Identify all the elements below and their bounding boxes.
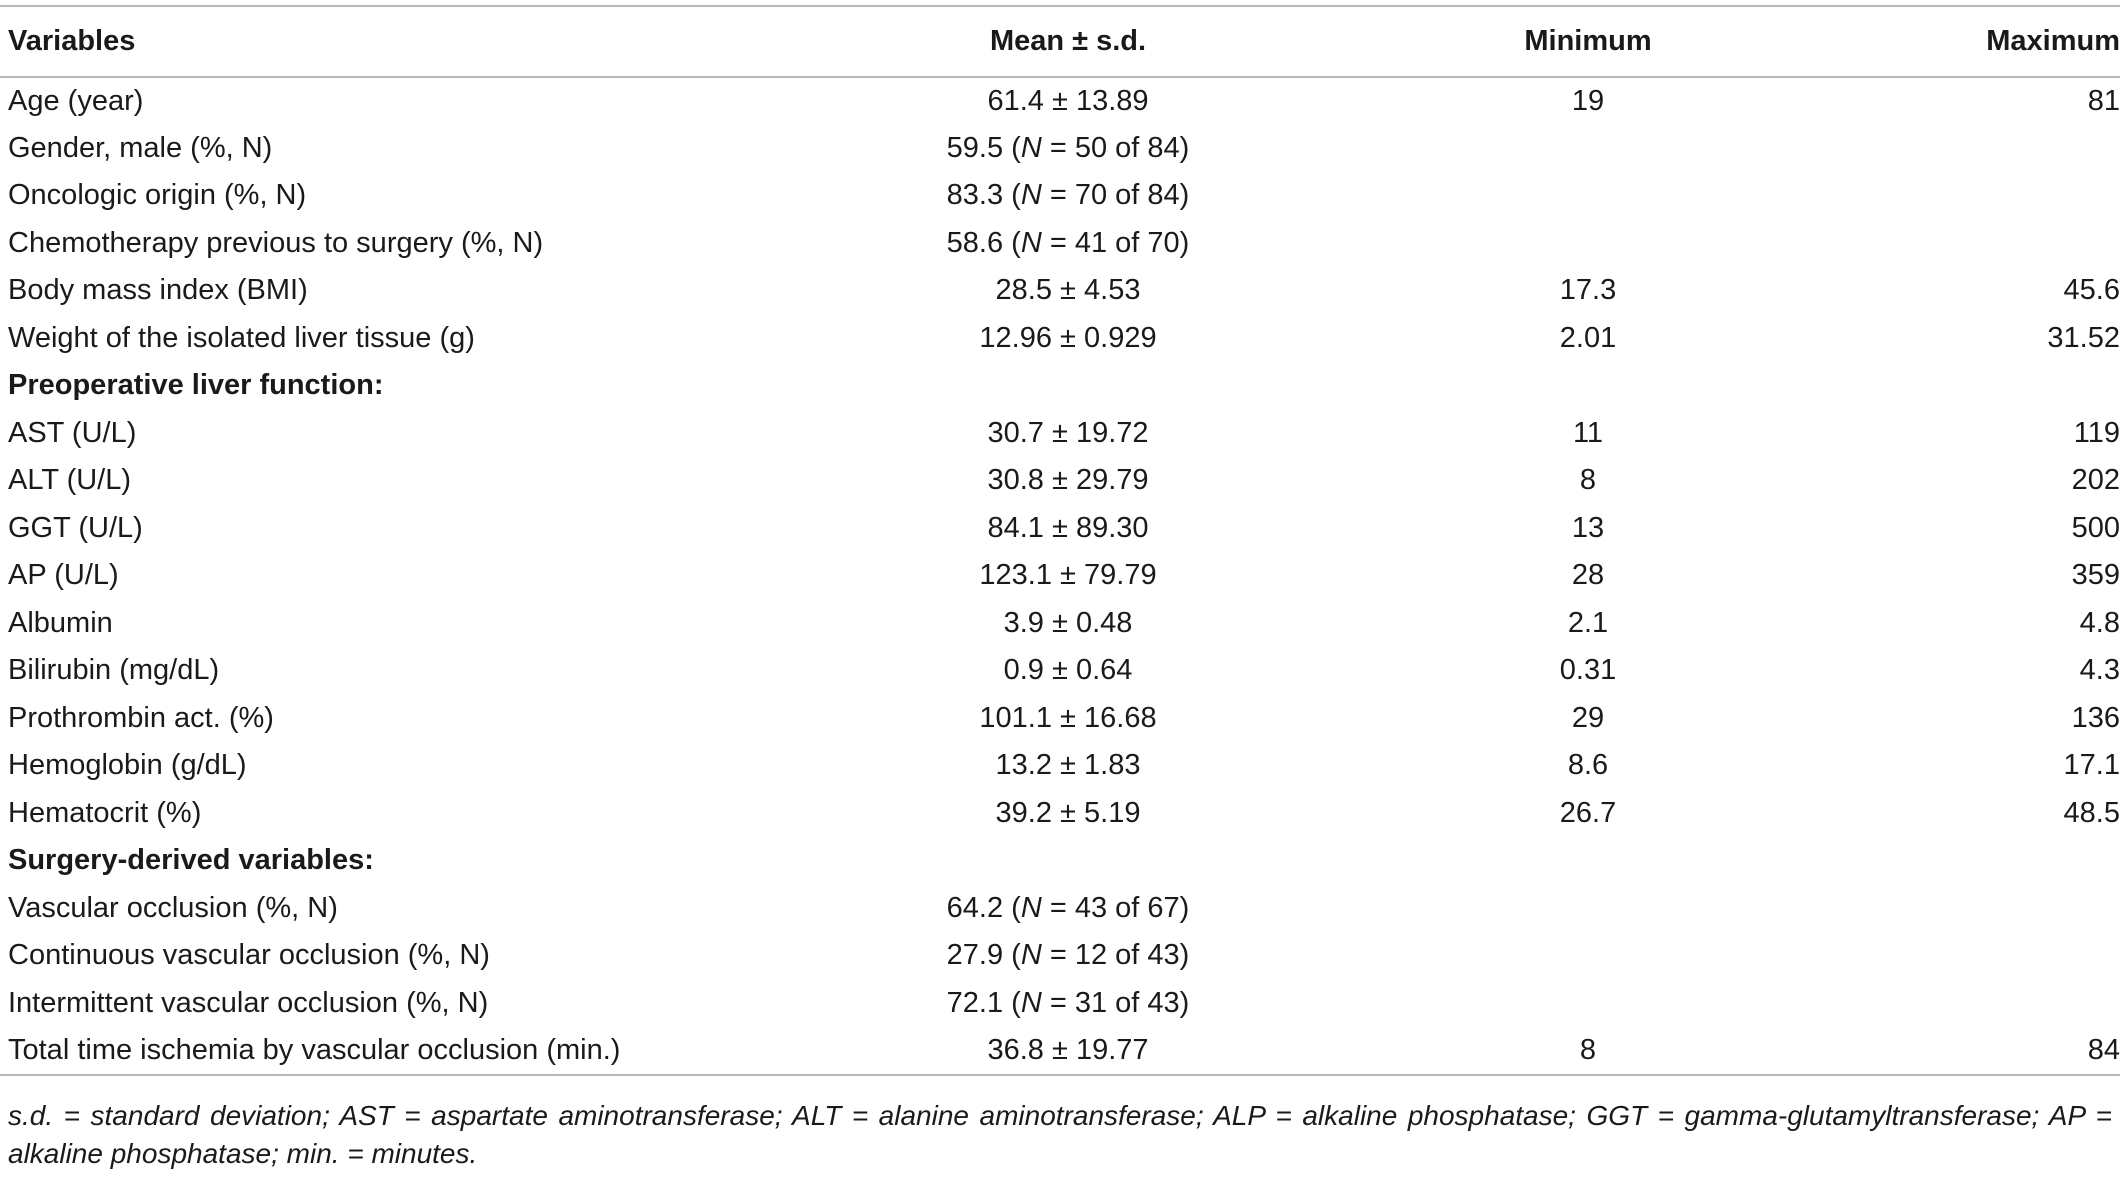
cell-variable: Body mass index (BMI)	[8, 274, 308, 307]
cell-maximum: 202	[2071, 464, 2120, 497]
mean-n-symbol: N	[1020, 131, 1042, 164]
cell-maximum: 84	[1908, 1027, 2120, 1075]
section-header-row	[0, 837, 2120, 885]
cell-variable: Hematocrit (%)	[8, 796, 202, 829]
table-row	[0, 457, 2120, 505]
cell-mean: 123.1 ± 79.79	[979, 559, 1157, 592]
cell-minimum: 8	[1579, 464, 1597, 497]
footnote-text: s.d. = standard deviation; AST = aspartate aminotransferase; ALT = alanine aminotransferase; ALP = alkaline phosphatase; GGT = gamma-glutamyltransferase; AP = alkaline phosphatase; min. = minutes.	[8, 1100, 2112, 1169]
table-row	[0, 267, 2120, 315]
cell-mean: 84.1 ± 89.30	[987, 511, 1149, 544]
cell-maximum	[1908, 172, 2120, 220]
cell-minimum	[1268, 932, 1908, 980]
mean-percent: 27.9 (	[946, 939, 1021, 972]
cell-mean	[868, 980, 1268, 1028]
table-body	[0, 77, 2120, 1075]
table-row	[0, 77, 2120, 125]
table-row	[0, 600, 2120, 648]
header-row	[0, 6, 2120, 77]
cell-variable: Total time ischemia by vascular occlusion (min.)	[0, 1027, 868, 1075]
cell-minimum	[1268, 125, 1908, 173]
cell-minimum: 11	[1572, 416, 1604, 449]
cell-minimum: 2.01	[1559, 321, 1617, 354]
cell-mean: 12.96 ± 0.929	[979, 321, 1157, 354]
mean-percent: 64.2 (	[946, 891, 1021, 924]
mean-count: = 43 of 67)	[1041, 891, 1190, 924]
cell-maximum: 45.6	[2063, 274, 2120, 307]
cell-mean: 0.9 ± 0.64	[1003, 654, 1133, 687]
table-row	[0, 410, 2120, 458]
cell-variable: Intermittent vascular occlusion (%, N)	[8, 986, 489, 1019]
cell-maximum: 500	[2071, 511, 2120, 544]
cell-minimum: 8.6	[1567, 749, 1609, 782]
cell-minimum: 0.31	[1559, 654, 1617, 687]
table-row	[0, 505, 2120, 553]
cell-minimum	[1268, 885, 1908, 933]
cell-variable: Gender, male (%, N)	[8, 131, 273, 164]
mean-percent: 58.6 (	[946, 226, 1021, 259]
cell-variable: Weight of the isolated liver tissue (g)	[8, 321, 475, 354]
mean-n-symbol: N	[1020, 891, 1042, 924]
header-maximum: Maximum	[1908, 6, 2120, 77]
cell-mean	[868, 885, 1268, 933]
table-row	[0, 742, 2120, 790]
cell-variable: AP (U/L)	[8, 559, 119, 592]
cell-variable: ALT (U/L)	[8, 464, 132, 497]
mean-n-symbol: N	[1020, 986, 1042, 1019]
cell-variable: Age (year)	[8, 84, 144, 117]
cell-mean	[868, 220, 1268, 268]
cell-mean	[868, 172, 1268, 220]
cell-minimum: 26.7	[1559, 796, 1617, 829]
cell-minimum	[1268, 172, 1908, 220]
cell-variable: Bilirubin (mg/dL)	[8, 654, 220, 687]
table-row	[0, 315, 2120, 363]
cell-mean: 36.8 ± 19.77	[868, 1027, 1268, 1075]
table-row	[0, 220, 2120, 268]
cell-variable: Continuous vascular occlusion (%, N)	[8, 939, 490, 972]
cell-mean: 30.7 ± 19.72	[987, 416, 1149, 449]
table-row	[0, 1027, 2120, 1075]
cell-minimum: 29	[1571, 701, 1605, 734]
cell-variable: Albumin	[8, 606, 113, 639]
mean-count: = 12 of 43)	[1041, 939, 1190, 972]
cell-mean: 28.5 ± 4.53	[995, 274, 1141, 307]
header-variables: Variables	[0, 6, 868, 77]
table-row	[0, 980, 2120, 1028]
cell-variable: Chemotherapy previous to surgery (%, N)	[8, 226, 544, 259]
cell-minimum: 17.3	[1559, 274, 1617, 307]
cell-mean	[868, 932, 1268, 980]
table-row	[0, 647, 2120, 695]
cell-maximum: 81	[2087, 84, 2120, 117]
cell-minimum	[1268, 980, 1908, 1028]
table-row	[0, 790, 2120, 838]
mean-percent: 59.5 (	[946, 131, 1021, 164]
table-row	[0, 125, 2120, 173]
cell-maximum: 17.1	[2063, 749, 2120, 782]
cell-minimum: 28	[1571, 559, 1605, 592]
mean-n-symbol: N	[1020, 226, 1042, 259]
mean-percent: 72.1 (	[946, 986, 1021, 1019]
cell-minimum: 8	[1268, 1027, 1908, 1075]
cell-variable: Prothrombin act. (%)	[8, 701, 274, 734]
cell-minimum: 19	[1571, 84, 1605, 117]
section-title: Surgery-derived variables:	[8, 844, 374, 877]
cell-maximum	[1908, 220, 2120, 268]
cell-maximum: 4.8	[2079, 606, 2120, 639]
table-row	[0, 695, 2120, 743]
mean-count: = 70 of 84)	[1041, 179, 1190, 212]
cell-mean	[868, 125, 1268, 173]
table-row	[0, 885, 2120, 933]
cell-maximum: 48.5	[2063, 796, 2120, 829]
section-title: Preoperative liver function:	[8, 369, 384, 402]
cell-mean: 13.2 ± 1.83	[995, 749, 1141, 782]
table-row	[0, 172, 2120, 220]
mean-n-symbol: N	[1020, 939, 1042, 972]
cell-mean: 61.4 ± 13.89	[987, 84, 1149, 117]
cell-mean: 30.8 ± 29.79	[987, 464, 1149, 497]
cell-minimum	[1268, 220, 1908, 268]
cell-maximum: 119	[2073, 416, 2120, 449]
cell-maximum: 4.3	[2079, 654, 2120, 687]
cell-maximum: 136	[2071, 701, 2120, 734]
cell-variable: GGT (U/L)	[8, 511, 143, 544]
cell-variable: Vascular occlusion (%, N)	[8, 891, 338, 924]
cell-maximum	[1908, 932, 2120, 980]
section-header-row	[0, 362, 2120, 410]
cell-maximum	[1908, 125, 2120, 173]
cell-maximum: 31.52	[2047, 321, 2120, 354]
cell-minimum: 2.1	[1567, 606, 1609, 639]
cell-variable: Hemoglobin (g/dL)	[8, 749, 247, 782]
mean-count: = 50 of 84)	[1041, 131, 1190, 164]
table-footnote	[8, 1097, 2112, 1173]
table-row	[0, 552, 2120, 600]
cell-maximum	[1908, 885, 2120, 933]
data-table	[0, 5, 2120, 1076]
header-minimum: Minimum	[1268, 6, 1908, 77]
cell-maximum	[1908, 980, 2120, 1028]
cell-maximum: 359	[2071, 559, 2120, 592]
mean-count: = 41 of 70)	[1041, 226, 1190, 259]
mean-n-symbol: N	[1020, 179, 1042, 212]
cell-mean: 101.1 ± 16.68	[979, 701, 1157, 734]
cell-minimum: 13	[1571, 511, 1605, 544]
cell-variable: AST (U/L)	[8, 416, 137, 449]
cell-variable: Oncologic origin (%, N)	[8, 179, 307, 212]
header-mean: Mean ± s.d.	[868, 6, 1268, 77]
mean-count: = 31 of 43)	[1041, 986, 1190, 1019]
table-row	[0, 932, 2120, 980]
cell-mean: 3.9 ± 0.48	[1003, 606, 1133, 639]
cell-mean: 39.2 ± 5.19	[995, 796, 1141, 829]
mean-percent: 83.3 (	[946, 179, 1021, 212]
